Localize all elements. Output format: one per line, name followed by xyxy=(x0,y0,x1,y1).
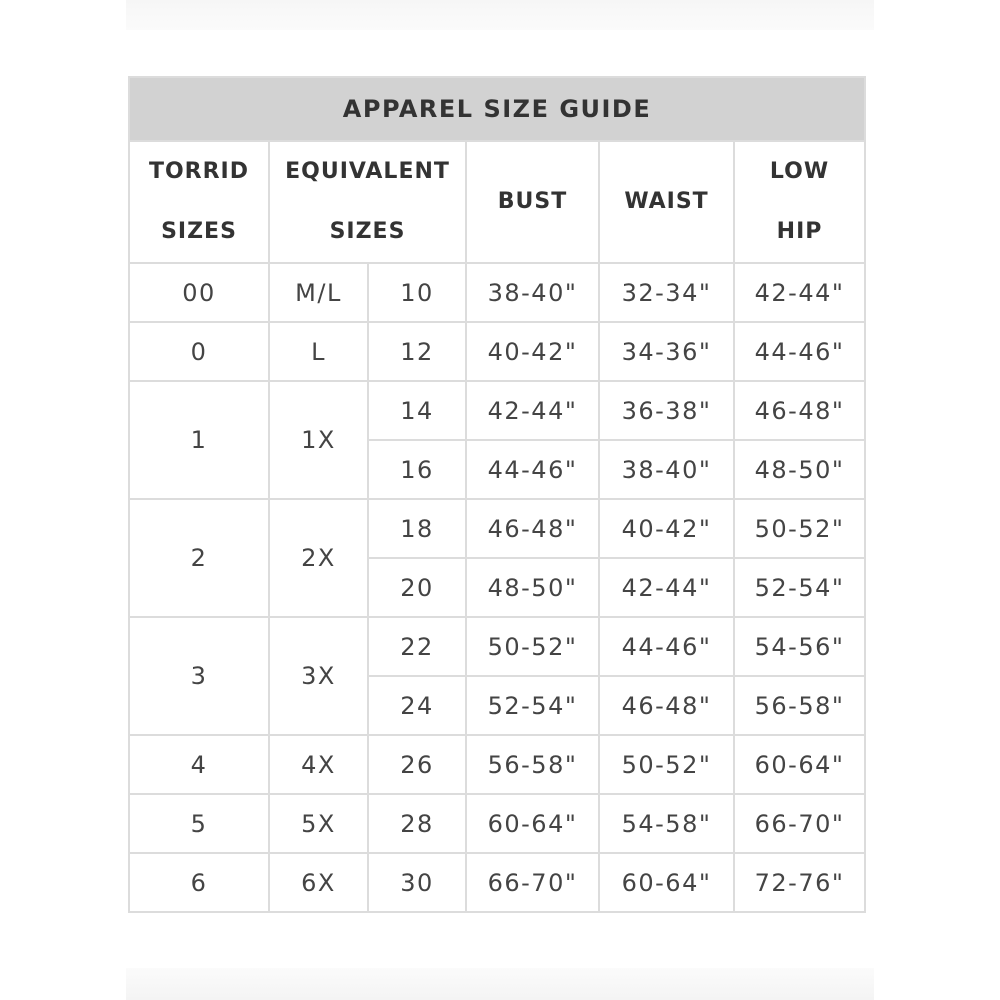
waist-cell: 42-44" xyxy=(599,558,734,617)
equivalent-letter-cell: 3X xyxy=(269,617,368,735)
torrid-size-cell: 2 xyxy=(129,499,269,617)
bust-cell: 66-70" xyxy=(466,853,599,912)
equivalent-number-cell: 22 xyxy=(368,617,466,676)
waist-cell: 50-52" xyxy=(599,735,734,794)
equivalent-number-cell: 24 xyxy=(368,676,466,735)
table-row xyxy=(129,853,865,912)
torrid-size-cell: 1 xyxy=(129,381,269,499)
equivalent-number-cell: 30 xyxy=(368,853,466,912)
header-torrid-sizes xyxy=(129,141,269,263)
waist-cell: 44-46" xyxy=(599,617,734,676)
table-row xyxy=(129,381,865,440)
torrid-size-cell: 00 xyxy=(129,263,269,322)
header-hip-line-2: HIP xyxy=(776,219,823,244)
equivalent-number-cell: 12 xyxy=(368,322,466,381)
low-hip-cell: 54-56" xyxy=(734,617,865,676)
torrid-size-cell: 3 xyxy=(129,617,269,735)
low-hip-cell: 46-48" xyxy=(734,381,865,440)
header-waist: WAIST xyxy=(599,141,734,263)
title-row xyxy=(129,77,865,141)
equivalent-number-cell: 28 xyxy=(368,794,466,853)
size-guide-table xyxy=(128,76,866,913)
waist-cell: 38-40" xyxy=(599,440,734,499)
bust-cell: 42-44" xyxy=(466,381,599,440)
size-guide-header xyxy=(129,77,865,263)
waist-cell: 60-64" xyxy=(599,853,734,912)
table-row xyxy=(129,617,865,676)
equivalent-letter-cell: 5X xyxy=(269,794,368,853)
low-hip-cell: 50-52" xyxy=(734,499,865,558)
torrid-size-cell: 6 xyxy=(129,853,269,912)
bust-cell: 52-54" xyxy=(466,676,599,735)
bust-cell: 56-58" xyxy=(466,735,599,794)
table-row xyxy=(129,322,865,381)
low-hip-cell: 56-58" xyxy=(734,676,865,735)
equivalent-letter-cell: 2X xyxy=(269,499,368,617)
table-row xyxy=(129,735,865,794)
low-hip-cell: 42-44" xyxy=(734,263,865,322)
table-row xyxy=(129,794,865,853)
waist-cell: 40-42" xyxy=(599,499,734,558)
equivalent-number-cell: 20 xyxy=(368,558,466,617)
bust-cell: 50-52" xyxy=(466,617,599,676)
header-torrid-line-1: TORRID xyxy=(148,159,250,184)
equivalent-number-cell: 18 xyxy=(368,499,466,558)
header-equivalent-line-1: EQUIVALENT xyxy=(285,159,450,184)
equivalent-letter-cell: 4X xyxy=(269,735,368,794)
bust-cell: 38-40" xyxy=(466,263,599,322)
low-hip-cell: 48-50" xyxy=(734,440,865,499)
torrid-size-cell: 0 xyxy=(129,322,269,381)
header-torrid-line-2: SIZES xyxy=(161,219,237,244)
bottom-edge-band xyxy=(126,968,874,1000)
waist-cell: 34-36" xyxy=(599,322,734,381)
equivalent-number-cell: 14 xyxy=(368,381,466,440)
bust-cell: 44-46" xyxy=(466,440,599,499)
header-bust: BUST xyxy=(466,141,599,263)
low-hip-cell: 60-64" xyxy=(734,735,865,794)
table-title: APPAREL SIZE GUIDE xyxy=(129,77,865,141)
waist-cell: 36-38" xyxy=(599,381,734,440)
waist-cell: 46-48" xyxy=(599,676,734,735)
bust-cell: 46-48" xyxy=(466,499,599,558)
low-hip-cell: 72-76" xyxy=(734,853,865,912)
header-low-hip xyxy=(734,141,865,263)
equivalent-letter-cell: M/L xyxy=(269,263,368,322)
equivalent-number-cell: 26 xyxy=(368,735,466,794)
equivalent-number-cell: 16 xyxy=(368,440,466,499)
size-guide-body xyxy=(129,263,865,912)
equivalent-letter-cell: L xyxy=(269,322,368,381)
bust-cell: 60-64" xyxy=(466,794,599,853)
equivalent-letter-cell: 6X xyxy=(269,853,368,912)
equivalent-number-cell: 10 xyxy=(368,263,466,322)
header-equivalent-line-2: SIZES xyxy=(329,219,406,244)
top-edge-band xyxy=(126,0,874,30)
table-row xyxy=(129,499,865,558)
bust-cell: 40-42" xyxy=(466,322,599,381)
header-equivalent-sizes xyxy=(269,141,466,263)
equivalent-letter-cell: 1X xyxy=(269,381,368,499)
low-hip-cell: 44-46" xyxy=(734,322,865,381)
waist-cell: 32-34" xyxy=(599,263,734,322)
table-row xyxy=(129,263,865,322)
torrid-size-cell: 4 xyxy=(129,735,269,794)
torrid-size-cell: 5 xyxy=(129,794,269,853)
low-hip-cell: 52-54" xyxy=(734,558,865,617)
low-hip-cell: 66-70" xyxy=(734,794,865,853)
bust-cell: 48-50" xyxy=(466,558,599,617)
header-hip-line-1: LOW xyxy=(769,159,830,184)
column-header-row xyxy=(129,141,865,263)
waist-cell: 54-58" xyxy=(599,794,734,853)
